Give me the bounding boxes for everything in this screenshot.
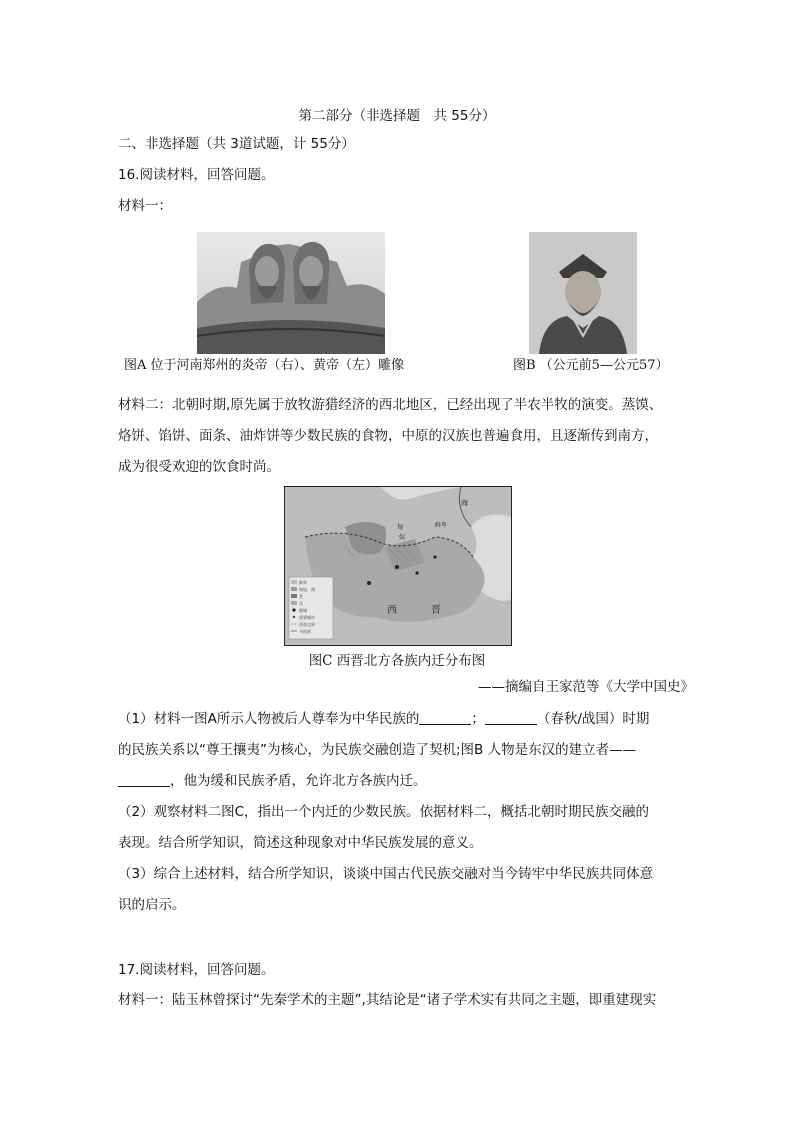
answer-blank[interactable]	[485, 710, 537, 725]
q16-intro: 16.阅读材料，回答问题。	[118, 167, 275, 183]
map-label: 海	[461, 499, 468, 507]
figure-c-caption: 图C 西晋北方各族内迁分布图	[308, 653, 486, 669]
sub1-line-3	[118, 769, 427, 793]
answer-blank[interactable]	[419, 710, 471, 725]
map-label: 晋	[431, 605, 441, 616]
q17-intro: 17.阅读材料，回答问题。	[118, 962, 275, 978]
material2-line-1: 材料二：北朝时期,原先属于放牧游猎经济的西北地区，已经出现了半农半牧的演变。蒸馍、	[118, 397, 663, 413]
section-heading: 二、非选择题（共 3道试题，计 55分）	[118, 136, 355, 152]
figure-b-caption: 图B （公元前5—公元57）	[513, 358, 669, 373]
sub1-text-c: （春秋/战国）时期	[536, 711, 650, 727]
legend-item: 西晋边界	[299, 622, 315, 627]
figure-b-portrait-image	[529, 232, 637, 354]
sub1-line-1	[118, 707, 649, 731]
sub3-line-2: 识的启示。	[118, 897, 186, 913]
legend-item: 鲜卑	[299, 580, 307, 585]
figure-a-statues-image	[197, 232, 385, 354]
sub1-text-e: ，他为缓和民族矛盾，允许北方各族内迁。	[170, 773, 427, 789]
sub1-text-a: （1）材料一图A所示人物被后人尊奉为中华民族的	[118, 711, 420, 727]
q17-material1: 材料一：陆玉林曾探讨“先秦学术的主题”,其结论是“诸子学术实有共同之主题，即重建现实	[118, 992, 657, 1008]
source-citation: ——摘编自王家范等《大学中国史》	[478, 679, 694, 695]
sub1-text-b: ；	[471, 711, 485, 727]
legend-item: 都城	[299, 608, 307, 613]
answer-blank[interactable]	[118, 772, 170, 787]
legend-item: 羌	[299, 594, 303, 599]
material2-line-2: 烙饼、馅饼、面条、油炸饼等少数民族的食物，中原的汉族也普遍食用，且逐渐传到南方，	[118, 428, 658, 444]
legend-item: 今国界	[299, 629, 311, 634]
sub2-line-2: 表现。结合所学知识，简述这种现象对中华民族发展的意义。	[118, 835, 483, 851]
legend-item: 重要城市	[299, 615, 315, 620]
material1-label: 材料一：	[118, 198, 172, 214]
map-label: 匈	[397, 524, 404, 531]
legend-item: 氐	[299, 601, 303, 606]
sub2-line-1: （2）观察材料二图C，指出一个内迁的少数民族。依据材料二，概括北朝时期民族交融的	[118, 804, 650, 820]
map-label: 西	[387, 605, 397, 616]
map-label: 鲜卑	[435, 522, 448, 529]
sub3-line-1: （3）综合上述材料，结合所学知识，谈谈中国古代民族交融对当今铸牢中华民族共同体意	[118, 866, 654, 882]
sub1-line-2: 的民族关系以“尊王攘夷”为核心，为民族交融创造了契机;图B 人物是东汉的建立者——	[118, 742, 637, 758]
figure-a-caption: 图A 位于河南郑州的炎帝（右）、黄帝（左）雕像	[124, 358, 405, 373]
section-title: 第二部分（非选择题 共 55分）	[298, 108, 496, 124]
legend-item: 匈奴、羯	[299, 587, 315, 592]
figure-c-map	[284, 486, 512, 646]
material2-line-3: 成为很受欢迎的饮食时尚。	[118, 459, 280, 475]
map-label: 奴	[399, 534, 406, 541]
